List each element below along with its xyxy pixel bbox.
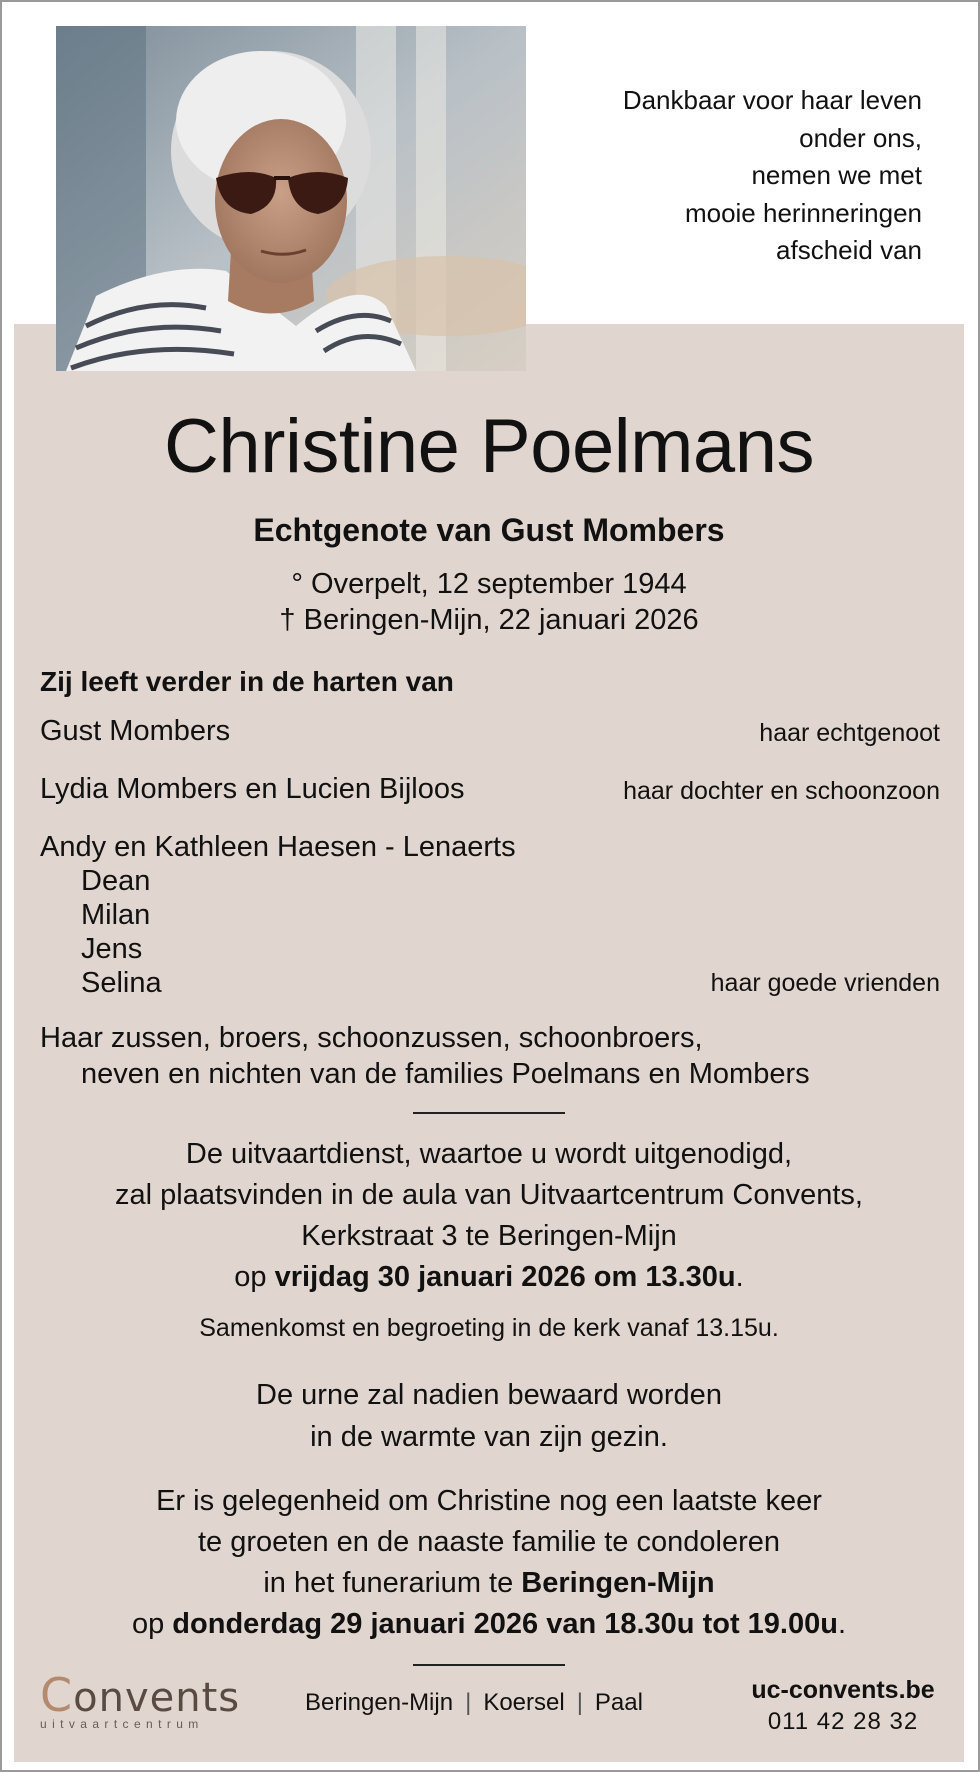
child-name: Dean — [81, 865, 151, 897]
child-name: Selina — [81, 967, 162, 999]
urn-line: De urne zal nadien bewaard worden — [256, 1379, 722, 1411]
visitation-when-suffix: . — [837, 1608, 847, 1640]
visitation-place: Beringen-Mijn — [521, 1567, 715, 1599]
visitation-line: te groeten en de naaste familie te condoleren — [197, 1526, 780, 1558]
service-when-prefix: op — [234, 1261, 275, 1293]
service-when — [14, 1257, 964, 1298]
logo-rest: onvents — [73, 1675, 241, 1721]
convents-logo — [40, 1668, 241, 1731]
mourner-name: Lydia Mombers en Lucien Bijloos — [40, 773, 465, 805]
phone-number: 011 42 28 32 — [767, 1708, 919, 1735]
location: Beringen-Mijn — [305, 1689, 454, 1716]
intro-line: onder ons, — [799, 122, 922, 153]
logo-wordmark — [40, 1668, 241, 1722]
family-line: neven en nichten van de families Poelmans en Mombers — [81, 1058, 810, 1090]
child-name: Milan — [81, 899, 151, 931]
location: Paal — [594, 1689, 643, 1716]
separator: | — [576, 1689, 583, 1716]
intro-line: afscheid van — [776, 235, 922, 265]
death-line: † Beringen-Mijn, 22 januari 2026 — [279, 604, 699, 636]
birth-line: ° Overpelt, 12 september 1944 — [291, 568, 687, 600]
visitation-place-prefix: in het funerarium te — [263, 1567, 522, 1599]
service-datetime: vrijdag 30 januari 2026 om 13.30u — [274, 1261, 736, 1293]
urn-line: in de warmte van zijn gezin. — [310, 1421, 668, 1453]
child-name: Jens — [81, 933, 143, 965]
separator: | — [465, 1689, 472, 1716]
divider — [413, 1664, 565, 1666]
website-link[interactable]: uc-convents.be — [751, 1676, 935, 1704]
service-line: zal plaatsvinden in de aula van Uitvaartcentrum Convents, — [115, 1179, 863, 1211]
mourner-relation: haar echtgenoot — [759, 719, 940, 747]
mourner-row — [40, 963, 940, 999]
gathering-note: Samenkomst en begroeting in de kerk vanaf 13.15u. — [199, 1314, 779, 1342]
intro-text — [542, 82, 922, 270]
intro-line: mooie herinneringen — [684, 197, 922, 228]
family-line: Haar zussen, broers, schoonzussen, schoonbroers, — [40, 1022, 703, 1054]
location: Koersel — [483, 1689, 565, 1716]
service-when-suffix: . — [735, 1261, 744, 1293]
divider — [413, 1112, 565, 1114]
mourner-relation: haar dochter en schoonzoon — [623, 777, 940, 805]
mourner-row — [40, 771, 940, 807]
visitation-when-prefix: op — [131, 1608, 173, 1640]
deceased-name: Christine Poelmans — [164, 404, 814, 489]
mourner-row — [40, 829, 940, 865]
visitation-line: Er is gelegenheid om Christine nog een laatste keer — [156, 1485, 822, 1517]
visitation-line — [14, 1604, 964, 1645]
locations-list — [305, 1686, 643, 1720]
extended-family — [40, 1020, 810, 1092]
life-dates — [14, 566, 964, 638]
mourners-heading: Zij leeft verder in de harten van — [40, 666, 454, 697]
visitation-line — [14, 1563, 964, 1604]
contact-info — [748, 1674, 938, 1738]
service-info — [14, 1134, 964, 1298]
mourner-row — [40, 713, 940, 749]
mourner-relation: haar goede vrienden — [710, 969, 940, 997]
visitation-info — [14, 1481, 964, 1645]
portrait-photo — [56, 26, 526, 371]
visitation-datetime: donderdag 29 januari 2026 van 18.30u tot 19.00u — [172, 1608, 838, 1640]
logo-initial: C — [40, 1668, 74, 1722]
mourner-name: Gust Mombers — [40, 715, 231, 747]
intro-line: Dankbaar voor haar leven — [622, 85, 922, 115]
spouse-line: Echtgenote van Gust Mombers — [253, 512, 725, 548]
mourner-name: Andy en Kathleen Haesen - Lenaerts — [40, 831, 516, 863]
service-line: Kerkstraat 3 te Beringen-Mijn — [301, 1220, 677, 1252]
urn-note — [14, 1374, 964, 1458]
service-line: De uitvaartdienst, waartoe u wordt uitgenodigd, — [185, 1138, 793, 1170]
logo-subtitle: uitvaartcentrum — [40, 1717, 204, 1731]
intro-line: nemen we met — [751, 160, 922, 190]
